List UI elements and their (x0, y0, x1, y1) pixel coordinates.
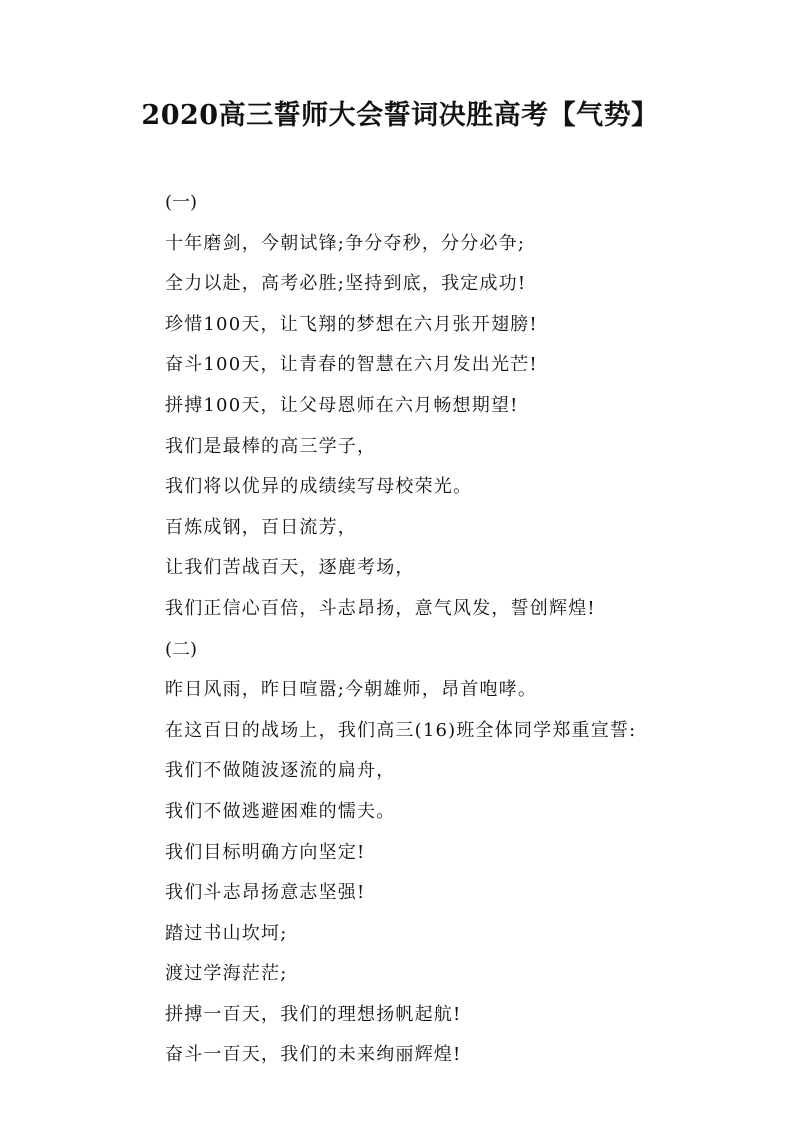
text-line: 奋斗一百天，我们的未来绚丽辉煌! (165, 1044, 462, 1066)
text-line: 我们正信心百倍，斗志昂扬，意气风发，誓创辉煌! (165, 597, 596, 619)
text-line: 全力以赴，高考必胜;坚持到底，我定成功! (165, 273, 527, 295)
text-line: 十年磨剑，今朝试锋;争分夺秒，分分必争; (165, 232, 526, 254)
text-line: 渡过学海茫茫; (165, 963, 288, 985)
document-title: 2020高三誓师大会誓词决胜高考【气势】 (141, 100, 659, 131)
text-line: 昨日风雨，昨日喧嚣;今朝雄师，昂首咆哮。 (165, 679, 538, 701)
text-line: 百炼成钢，百日流芳， (165, 516, 357, 538)
text-line: 拼搏一百天，我们的理想扬帆起航! (165, 1003, 462, 1025)
text-line: 拼搏100天，让父母恩师在六月畅想期望! (165, 394, 519, 416)
text-line: 我们是最棒的高三学子， (165, 435, 377, 457)
document-body (165, 183, 745, 1076)
text-line: 在这百日的战场上，我们高三(16)班全体同学郑重宣誓: (165, 719, 637, 741)
section-heading-2: (二) (165, 638, 198, 660)
text-line: 我们斗志昂扬意志坚强! (165, 882, 366, 904)
text-line: 珍惜100天，让飞翔的梦想在六月张开翅膀! (165, 313, 538, 335)
text-line: 我们不做随波逐流的扁舟， (165, 760, 396, 782)
section-heading-1: (一) (165, 192, 198, 213)
text-line: 我们不做逃避困难的懦夫。 (165, 800, 396, 822)
text-line: 踏过书山坎坷; (165, 922, 288, 944)
text-line: 奋斗100天，让青春的智慧在六月发出光芒! (165, 354, 538, 376)
text-line: 我们将以优异的成绩续写母校荣光。 (165, 476, 473, 498)
text-line: 让我们苦战百天，逐鹿考场， (165, 557, 415, 579)
text-line: 我们目标明确方向坚定! (165, 841, 366, 863)
